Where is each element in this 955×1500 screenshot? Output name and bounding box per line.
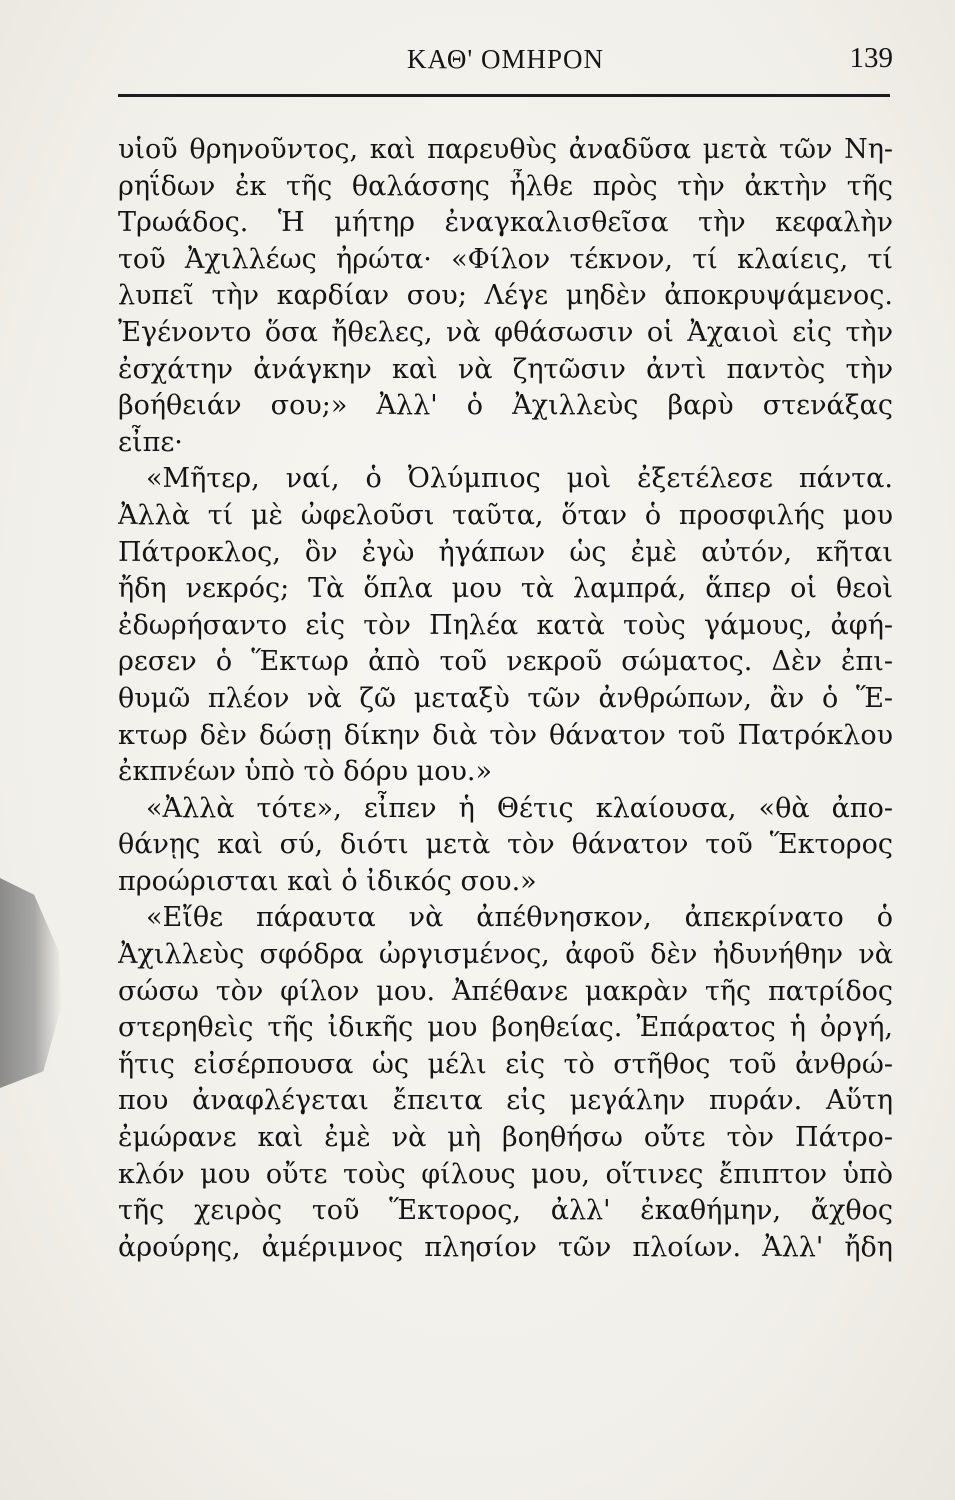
text-line: βοήθειάν σου;» Ἀλλ' ὁ Ἀχιλλεὺς βαρὺ στενάξας (118, 390, 893, 422)
header-rule (118, 94, 890, 97)
text-line: που ἀναφλέγεται ἔπειτα εἰς μεγάλην πυράν. Αὕτη (118, 1085, 893, 1117)
text-line: Ἀλλὰ τί μὲ ὠφελοῦσι ταῦτα, ὅταν ὁ προσφιλής μου (118, 499, 893, 531)
text-line: ἀρούρης, ἀμέριμνος πλησίον τῶν πλοίων. Ἀλλ' ἤδη (118, 1231, 893, 1263)
text-line: προώρισται καὶ ὁ ἰδικός σου.» (118, 865, 537, 897)
text-line: Πάτροκλος, ὃν ἐγὼ ἠγάπων ὡς ἐμὲ αὐτόν, κῆται (118, 536, 893, 568)
text-line: τοῦ Ἀχιλλέως ἠρώτα· «Φίλον τέκνον, τί κλαίεις, τί (118, 243, 893, 275)
text-line: «Εἴθε πάραυτα νὰ ἀπέθνησκον, ἀπεκρίνατο ὁ (146, 902, 893, 934)
text-line: λυπεῖ τὴν καρδίαν σου; Λέγε μηδὲν ἀποκρυψάμενος. (118, 280, 893, 312)
text-line: ἥτις εἰσέρπουσα ὡς μέλι εἰς τὸ στῆθος τοῦ ἀνθρώ- (118, 1048, 893, 1080)
text-line: θυμῶ πλέον νὰ ζῶ μεταξὺ τῶν ἀνθρώπων, ἂν ὁ Ἕ- (118, 682, 893, 714)
text-line: Ἀχιλλεὺς σφόδρα ὠργισμένος, ἀφοῦ δὲν ἠδυνήθην νὰ (118, 939, 893, 971)
text-line: ἐσχάτην ἀνάγκην καὶ νὰ ζητῶσιν ἀντὶ παντὸς τὴν (118, 353, 893, 385)
text-line: ἐδωρήσαντο εἰς τὸν Πηλέα κατὰ τοὺς γάμους, ἀφή- (118, 609, 893, 641)
page-header (118, 40, 893, 80)
text-line: ἤδη νεκρός; Τὰ ὅπλα μου τὰ λαμπρά, ἅπερ οἱ θεοὶ (118, 573, 893, 605)
text-line: Ἐγένοντο ὅσα ἤθελες, νὰ φθάσωσιν οἱ Ἀχαιοὶ εἰς τὴν (118, 316, 893, 348)
text-line: ρηΐδων ἐκ τῆς θαλάσσης ἦλθε πρὸς τὴν ἀκτὴν τῆς (118, 170, 893, 202)
text-line: σώσω τὸν φίλον μου. Ἀπέθανε μακρὰν τῆς πατρίδος (118, 975, 893, 1007)
text-line: ἐκπνέων ὑπὸ τὸ δόρυ μου.» (118, 756, 492, 788)
text-line: εἶπε· (118, 426, 183, 458)
page-number: 139 (849, 42, 893, 74)
text-line: ρεσεν ὁ Ἕκτωρ ἀπὸ τοῦ νεκροῦ σώματος. Δὲν ἐπι- (118, 646, 893, 678)
text-line: κτωρ δὲν δώσῃ δίκην διὰ τὸν θάνατον τοῦ Πατρόκλου (118, 719, 893, 751)
text-line: κλόν μου οὔτε τοὺς φίλους μου, οἵτινες ἔπιπτον ὑπὸ (118, 1158, 893, 1190)
text-line: στερηθεὶς τῆς ἰδικῆς μου βοηθείας. Ἐπάρατος ἡ ὀργή, (118, 1012, 893, 1044)
text-line: ἐμώρανε καὶ ἐμὲ νὰ μὴ βοηθήσω οὔτε τὸν Πάτρο- (118, 1122, 893, 1154)
body-text (118, 132, 893, 1266)
text-line: θάνῃς καὶ σύ, διότι μετὰ τὸν θάνατον τοῦ Ἕκτορος (118, 829, 893, 861)
text-line: υἱοῦ θρηνοῦντος, καὶ παρευθὺς ἀναδῦσα μετὰ τῶν Νη- (118, 134, 893, 165)
text-line: Τρωάδος. Ἡ μήτηρ ἐναγκαλισθεῖσα τὴν κεφαλὴν (118, 207, 893, 239)
running-head: ΚΑΘ' ΟΜΗΡΟΝ (406, 44, 605, 74)
text-line: «Ἀλλὰ τότε», εἶπεν ἡ Θέτις κλαίουσα, «θὰ ἀπο- (146, 792, 893, 824)
text-line: «Μῆτερ, ναί, ὁ Ὀλύμπιος μοὶ ἐξετέλεσε πάντα. (146, 463, 893, 495)
text-line: τῆς χειρὸς τοῦ Ἕκτορος, ἀλλ' ἐκαθήμην, ἄχθος (118, 1195, 893, 1227)
page-stain (0, 878, 62, 1088)
